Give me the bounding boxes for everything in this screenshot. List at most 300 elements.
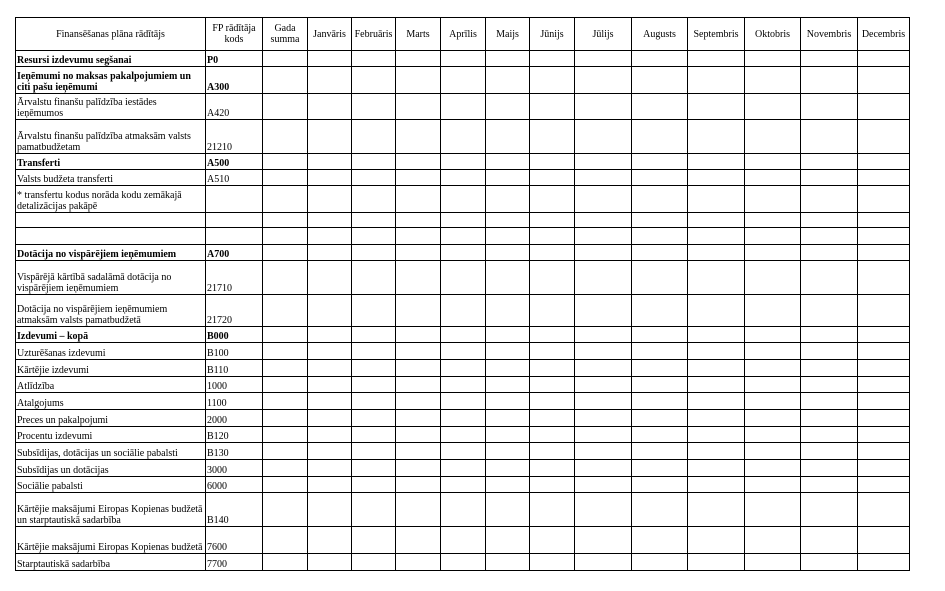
value-cell[interactable] (530, 170, 575, 186)
value-cell[interactable] (530, 327, 575, 343)
value-cell[interactable] (263, 443, 308, 460)
value-cell[interactable] (530, 377, 575, 393)
value-cell[interactable] (352, 94, 396, 120)
value-cell[interactable] (745, 213, 801, 228)
value-cell[interactable] (486, 343, 530, 360)
value-cell[interactable] (486, 427, 530, 443)
value-cell[interactable] (308, 343, 352, 360)
value-cell[interactable] (441, 410, 486, 427)
value-cell[interactable] (688, 228, 745, 245)
value-cell[interactable] (632, 94, 688, 120)
value-cell[interactable] (396, 295, 441, 327)
value-cell[interactable] (688, 427, 745, 443)
value-cell[interactable] (530, 94, 575, 120)
value-cell[interactable] (632, 343, 688, 360)
value-cell[interactable] (263, 493, 308, 527)
value-cell[interactable] (308, 477, 352, 493)
value-cell[interactable] (632, 67, 688, 94)
value-cell[interactable] (530, 393, 575, 410)
value-cell[interactable] (745, 443, 801, 460)
value-cell[interactable] (858, 360, 910, 377)
value-cell[interactable] (688, 213, 745, 228)
value-cell[interactable] (530, 427, 575, 443)
value-cell[interactable] (745, 261, 801, 295)
value-cell[interactable] (688, 460, 745, 477)
value-cell[interactable] (632, 120, 688, 154)
value-cell[interactable] (688, 410, 745, 427)
value-cell[interactable] (801, 443, 858, 460)
value-cell[interactable] (801, 327, 858, 343)
value-cell[interactable] (575, 360, 632, 377)
value-cell[interactable] (396, 170, 441, 186)
value-cell[interactable] (530, 443, 575, 460)
value-cell[interactable] (396, 213, 441, 228)
value-cell[interactable] (801, 186, 858, 213)
value-cell[interactable] (632, 295, 688, 327)
value-cell[interactable] (745, 360, 801, 377)
value-cell[interactable] (575, 377, 632, 393)
value-cell[interactable] (263, 393, 308, 410)
value-cell[interactable] (575, 327, 632, 343)
value-cell[interactable] (801, 228, 858, 245)
value-cell[interactable] (263, 460, 308, 477)
value-cell[interactable] (530, 154, 575, 170)
value-cell[interactable] (352, 170, 396, 186)
value-cell[interactable] (441, 170, 486, 186)
value-cell[interactable] (308, 261, 352, 295)
value-cell[interactable] (308, 360, 352, 377)
value-cell[interactable] (688, 393, 745, 410)
value-cell[interactable] (486, 170, 530, 186)
value-cell[interactable] (575, 154, 632, 170)
value-cell[interactable] (688, 327, 745, 343)
value-cell[interactable] (263, 170, 308, 186)
value-cell[interactable] (441, 427, 486, 443)
value-cell[interactable] (688, 360, 745, 377)
value-cell[interactable] (688, 493, 745, 527)
value-cell[interactable] (530, 527, 575, 554)
value-cell[interactable] (745, 51, 801, 67)
value-cell[interactable] (308, 377, 352, 393)
value-cell[interactable] (441, 51, 486, 67)
value-cell[interactable] (575, 527, 632, 554)
value-cell[interactable] (396, 245, 441, 261)
value-cell[interactable] (745, 410, 801, 427)
value-cell[interactable] (858, 493, 910, 527)
value-cell[interactable] (688, 477, 745, 493)
value-cell[interactable] (308, 51, 352, 67)
value-cell[interactable] (308, 295, 352, 327)
value-cell[interactable] (530, 493, 575, 527)
value-cell[interactable] (396, 410, 441, 427)
value-cell[interactable] (486, 213, 530, 228)
value-cell[interactable] (858, 261, 910, 295)
value-cell[interactable] (745, 393, 801, 410)
value-cell[interactable] (352, 377, 396, 393)
value-cell[interactable] (575, 51, 632, 67)
value-cell[interactable] (352, 460, 396, 477)
value-cell[interactable] (441, 443, 486, 460)
value-cell[interactable] (352, 213, 396, 228)
value-cell[interactable] (263, 343, 308, 360)
value-cell[interactable] (530, 261, 575, 295)
value-cell[interactable] (632, 360, 688, 377)
value-cell[interactable] (745, 67, 801, 94)
value-cell[interactable] (530, 295, 575, 327)
value-cell[interactable] (263, 527, 308, 554)
value-cell[interactable] (688, 343, 745, 360)
value-cell[interactable] (858, 527, 910, 554)
value-cell[interactable] (396, 261, 441, 295)
value-cell[interactable] (396, 343, 441, 360)
value-cell[interactable] (352, 51, 396, 67)
value-cell[interactable] (745, 154, 801, 170)
value-cell[interactable] (352, 67, 396, 94)
value-cell[interactable] (486, 67, 530, 94)
value-cell[interactable] (263, 94, 308, 120)
value-cell[interactable] (441, 527, 486, 554)
value-cell[interactable] (575, 245, 632, 261)
value-cell[interactable] (801, 410, 858, 427)
value-cell[interactable] (308, 120, 352, 154)
value-cell[interactable] (688, 170, 745, 186)
value-cell[interactable] (801, 94, 858, 120)
value-cell[interactable] (858, 120, 910, 154)
value-cell[interactable] (263, 261, 308, 295)
value-cell[interactable] (801, 154, 858, 170)
value-cell[interactable] (396, 443, 441, 460)
value-cell[interactable] (688, 245, 745, 261)
value-cell[interactable] (352, 360, 396, 377)
value-cell[interactable] (396, 154, 441, 170)
value-cell[interactable] (486, 477, 530, 493)
value-cell[interactable] (745, 228, 801, 245)
value-cell[interactable] (308, 410, 352, 427)
value-cell[interactable] (688, 295, 745, 327)
value-cell[interactable] (352, 477, 396, 493)
value-cell[interactable] (745, 493, 801, 527)
value-cell[interactable] (632, 186, 688, 213)
value-cell[interactable] (308, 327, 352, 343)
value-cell[interactable] (396, 120, 441, 154)
value-cell[interactable] (745, 120, 801, 154)
value-cell[interactable] (801, 493, 858, 527)
value-cell[interactable] (263, 427, 308, 443)
value-cell[interactable] (486, 51, 530, 67)
value-cell[interactable] (801, 360, 858, 377)
value-cell[interactable] (745, 186, 801, 213)
value-cell[interactable] (308, 213, 352, 228)
value-cell[interactable] (530, 51, 575, 67)
value-cell[interactable] (352, 443, 396, 460)
value-cell[interactable] (745, 343, 801, 360)
value-cell[interactable] (441, 493, 486, 527)
value-cell[interactable] (632, 51, 688, 67)
value-cell[interactable] (858, 295, 910, 327)
value-cell[interactable] (486, 360, 530, 377)
value-cell[interactable] (530, 410, 575, 427)
value-cell[interactable] (308, 94, 352, 120)
value-cell[interactable] (441, 360, 486, 377)
value-cell[interactable] (530, 120, 575, 154)
value-cell[interactable] (486, 554, 530, 571)
value-cell[interactable] (441, 477, 486, 493)
value-cell[interactable] (396, 67, 441, 94)
value-cell[interactable] (801, 170, 858, 186)
value-cell[interactable] (632, 527, 688, 554)
value-cell[interactable] (858, 410, 910, 427)
value-cell[interactable] (352, 427, 396, 443)
value-cell[interactable] (632, 154, 688, 170)
value-cell[interactable] (530, 460, 575, 477)
value-cell[interactable] (486, 527, 530, 554)
value-cell[interactable] (396, 186, 441, 213)
value-cell[interactable] (486, 245, 530, 261)
value-cell[interactable] (575, 554, 632, 571)
value-cell[interactable] (688, 527, 745, 554)
value-cell[interactable] (858, 51, 910, 67)
value-cell[interactable] (858, 554, 910, 571)
value-cell[interactable] (801, 427, 858, 443)
value-cell[interactable] (352, 527, 396, 554)
value-cell[interactable] (858, 477, 910, 493)
value-cell[interactable] (688, 554, 745, 571)
value-cell[interactable] (688, 443, 745, 460)
value-cell[interactable] (858, 228, 910, 245)
value-cell[interactable] (688, 67, 745, 94)
value-cell[interactable] (575, 427, 632, 443)
value-cell[interactable] (441, 213, 486, 228)
value-cell[interactable] (632, 477, 688, 493)
value-cell[interactable] (263, 360, 308, 377)
value-cell[interactable] (486, 443, 530, 460)
value-cell[interactable] (308, 443, 352, 460)
value-cell[interactable] (801, 554, 858, 571)
value-cell[interactable] (308, 245, 352, 261)
value-cell[interactable] (486, 120, 530, 154)
value-cell[interactable] (441, 245, 486, 261)
value-cell[interactable] (858, 94, 910, 120)
value-cell[interactable] (352, 261, 396, 295)
value-cell[interactable] (308, 393, 352, 410)
value-cell[interactable] (575, 261, 632, 295)
value-cell[interactable] (745, 245, 801, 261)
value-cell[interactable] (396, 527, 441, 554)
value-cell[interactable] (530, 186, 575, 213)
value-cell[interactable] (745, 427, 801, 443)
value-cell[interactable] (441, 327, 486, 343)
value-cell[interactable] (352, 120, 396, 154)
value-cell[interactable] (575, 343, 632, 360)
value-cell[interactable] (441, 377, 486, 393)
value-cell[interactable] (263, 51, 308, 67)
value-cell[interactable] (486, 295, 530, 327)
value-cell[interactable] (263, 377, 308, 393)
value-cell[interactable] (441, 343, 486, 360)
value-cell[interactable] (396, 327, 441, 343)
value-cell[interactable] (632, 493, 688, 527)
value-cell[interactable] (263, 554, 308, 571)
value-cell[interactable] (352, 295, 396, 327)
value-cell[interactable] (801, 295, 858, 327)
value-cell[interactable] (530, 228, 575, 245)
value-cell[interactable] (575, 477, 632, 493)
value-cell[interactable] (308, 228, 352, 245)
value-cell[interactable] (801, 527, 858, 554)
value-cell[interactable] (688, 154, 745, 170)
value-cell[interactable] (575, 213, 632, 228)
value-cell[interactable] (308, 186, 352, 213)
value-cell[interactable] (858, 67, 910, 94)
value-cell[interactable] (632, 213, 688, 228)
value-cell[interactable] (575, 120, 632, 154)
value-cell[interactable] (486, 327, 530, 343)
value-cell[interactable] (801, 213, 858, 228)
value-cell[interactable] (486, 94, 530, 120)
value-cell[interactable] (801, 120, 858, 154)
value-cell[interactable] (352, 327, 396, 343)
value-cell[interactable] (745, 94, 801, 120)
value-cell[interactable] (801, 477, 858, 493)
value-cell[interactable] (801, 67, 858, 94)
value-cell[interactable] (632, 443, 688, 460)
value-cell[interactable] (745, 377, 801, 393)
value-cell[interactable] (396, 360, 441, 377)
value-cell[interactable] (745, 170, 801, 186)
value-cell[interactable] (308, 493, 352, 527)
value-cell[interactable] (745, 527, 801, 554)
value-cell[interactable] (530, 213, 575, 228)
value-cell[interactable] (308, 460, 352, 477)
value-cell[interactable] (441, 67, 486, 94)
value-cell[interactable] (486, 186, 530, 213)
value-cell[interactable] (486, 393, 530, 410)
value-cell[interactable] (308, 170, 352, 186)
value-cell[interactable] (396, 393, 441, 410)
value-cell[interactable] (263, 327, 308, 343)
value-cell[interactable] (858, 443, 910, 460)
value-cell[interactable] (352, 410, 396, 427)
value-cell[interactable] (575, 295, 632, 327)
value-cell[interactable] (352, 186, 396, 213)
value-cell[interactable] (308, 554, 352, 571)
value-cell[interactable] (858, 245, 910, 261)
value-cell[interactable] (801, 343, 858, 360)
value-cell[interactable] (688, 377, 745, 393)
value-cell[interactable] (352, 343, 396, 360)
value-cell[interactable] (688, 186, 745, 213)
value-cell[interactable] (352, 393, 396, 410)
value-cell[interactable] (858, 213, 910, 228)
value-cell[interactable] (632, 410, 688, 427)
value-cell[interactable] (263, 120, 308, 154)
value-cell[interactable] (308, 527, 352, 554)
value-cell[interactable] (486, 410, 530, 427)
value-cell[interactable] (263, 228, 308, 245)
value-cell[interactable] (632, 377, 688, 393)
value-cell[interactable] (801, 245, 858, 261)
value-cell[interactable] (801, 51, 858, 67)
value-cell[interactable] (263, 213, 308, 228)
value-cell[interactable] (263, 67, 308, 94)
value-cell[interactable] (308, 154, 352, 170)
value-cell[interactable] (801, 261, 858, 295)
value-cell[interactable] (530, 554, 575, 571)
value-cell[interactable] (801, 393, 858, 410)
value-cell[interactable] (308, 427, 352, 443)
value-cell[interactable] (441, 295, 486, 327)
value-cell[interactable] (441, 154, 486, 170)
value-cell[interactable] (441, 554, 486, 571)
value-cell[interactable] (858, 460, 910, 477)
value-cell[interactable] (352, 245, 396, 261)
value-cell[interactable] (745, 554, 801, 571)
value-cell[interactable] (575, 460, 632, 477)
value-cell[interactable] (263, 410, 308, 427)
value-cell[interactable] (263, 186, 308, 213)
value-cell[interactable] (801, 377, 858, 393)
value-cell[interactable] (396, 493, 441, 527)
value-cell[interactable] (575, 443, 632, 460)
value-cell[interactable] (632, 245, 688, 261)
value-cell[interactable] (352, 493, 396, 527)
value-cell[interactable] (745, 477, 801, 493)
value-cell[interactable] (575, 94, 632, 120)
value-cell[interactable] (858, 154, 910, 170)
value-cell[interactable] (396, 460, 441, 477)
value-cell[interactable] (486, 154, 530, 170)
value-cell[interactable] (396, 228, 441, 245)
value-cell[interactable] (441, 186, 486, 213)
value-cell[interactable] (858, 327, 910, 343)
value-cell[interactable] (441, 228, 486, 245)
value-cell[interactable] (530, 360, 575, 377)
value-cell[interactable] (530, 67, 575, 94)
value-cell[interactable] (575, 228, 632, 245)
value-cell[interactable] (263, 245, 308, 261)
value-cell[interactable] (263, 477, 308, 493)
value-cell[interactable] (486, 261, 530, 295)
value-cell[interactable] (308, 67, 352, 94)
value-cell[interactable] (575, 410, 632, 427)
value-cell[interactable] (486, 228, 530, 245)
value-cell[interactable] (396, 554, 441, 571)
value-cell[interactable] (352, 228, 396, 245)
value-cell[interactable] (688, 120, 745, 154)
value-cell[interactable] (858, 170, 910, 186)
value-cell[interactable] (632, 393, 688, 410)
value-cell[interactable] (858, 427, 910, 443)
value-cell[interactable] (352, 554, 396, 571)
value-cell[interactable] (396, 94, 441, 120)
value-cell[interactable] (441, 94, 486, 120)
value-cell[interactable] (858, 343, 910, 360)
value-cell[interactable] (688, 261, 745, 295)
value-cell[interactable] (530, 343, 575, 360)
value-cell[interactable] (441, 393, 486, 410)
value-cell[interactable] (396, 51, 441, 67)
value-cell[interactable] (745, 327, 801, 343)
value-cell[interactable] (396, 377, 441, 393)
value-cell[interactable] (530, 477, 575, 493)
value-cell[interactable] (486, 493, 530, 527)
value-cell[interactable] (575, 170, 632, 186)
value-cell[interactable] (632, 554, 688, 571)
value-cell[interactable] (263, 154, 308, 170)
value-cell[interactable] (575, 393, 632, 410)
value-cell[interactable] (486, 460, 530, 477)
value-cell[interactable] (632, 427, 688, 443)
